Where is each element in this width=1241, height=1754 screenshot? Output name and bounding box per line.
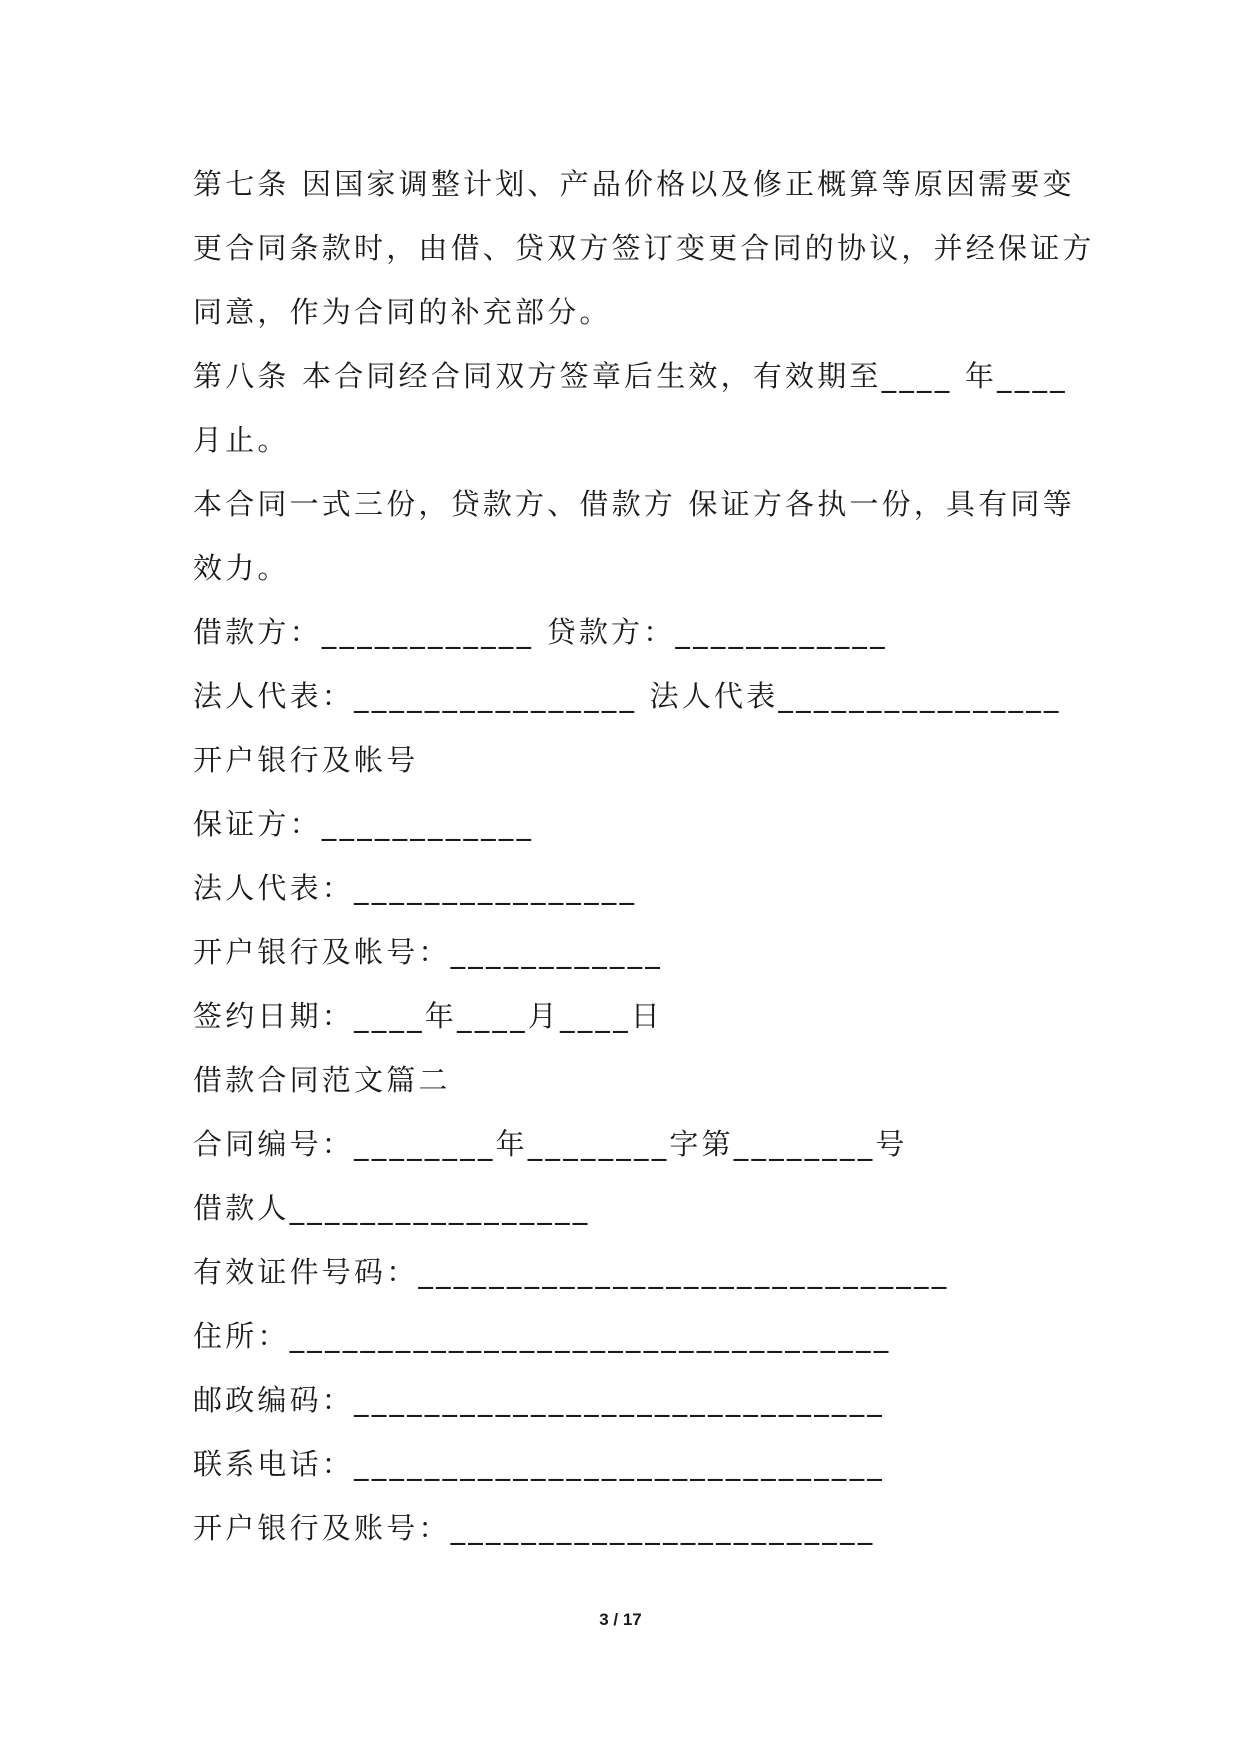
postal-code-line: 邮政编码：______________________________ [193, 1383, 886, 1417]
clause-8-line-1: 第八条 本合同经合同双方签章后生效，有效期至____ 年____ [193, 359, 1068, 393]
clause-8-line-2: 月止。 [193, 423, 290, 457]
address-line: 住所：__________________________________ [193, 1319, 892, 1353]
copies-line-1: 本合同一式三份，贷款方、借款方 保证方各执一份，具有同等 [193, 487, 1075, 521]
id-number-line: 有效证件号码：______________________________ [193, 1255, 950, 1289]
bank-account-line: 开户银行及帐号 [193, 743, 419, 777]
copies-line-2: 效力。 [193, 551, 290, 585]
phone-line: 联系电话：______________________________ [193, 1447, 886, 1481]
guarantor-line: 保证方：____________ [193, 807, 535, 841]
page-number: 3 / 17 [599, 1610, 642, 1629]
section-heading: 借款合同范文篇二 [193, 1063, 451, 1097]
borrower-lender-signature-line: 借款方：____________ 贷款方：____________ [193, 615, 888, 649]
clause-7-line-3: 同意，作为合同的补充部分。 [193, 295, 612, 329]
legal-representative-line: 法人代表：________________ 法人代表________________ [193, 679, 1062, 713]
signing-date-line: 签约日期：____年____月____日 [193, 999, 664, 1033]
document-body [193, 152, 1095, 1560]
guarantor-bank-account-line: 开户银行及帐号：____________ [193, 935, 664, 969]
clause-7-line-2: 更合同条款时，由借、贷双方签订变更合同的协议，并经保证方 [193, 231, 1095, 265]
contract-number-line: 合同编号：________年________字第________号 [193, 1127, 908, 1161]
bank-account-number-line: 开户银行及账号：________________________ [193, 1511, 876, 1545]
clause-7-line-1: 第七条 因国家调整计划、产品价格以及修正概算等原因需要变 [193, 167, 1075, 201]
borrower-name-line: 借款人_________________ [193, 1191, 591, 1225]
guarantor-legal-representative-line: 法人代表：________________ [193, 871, 638, 905]
